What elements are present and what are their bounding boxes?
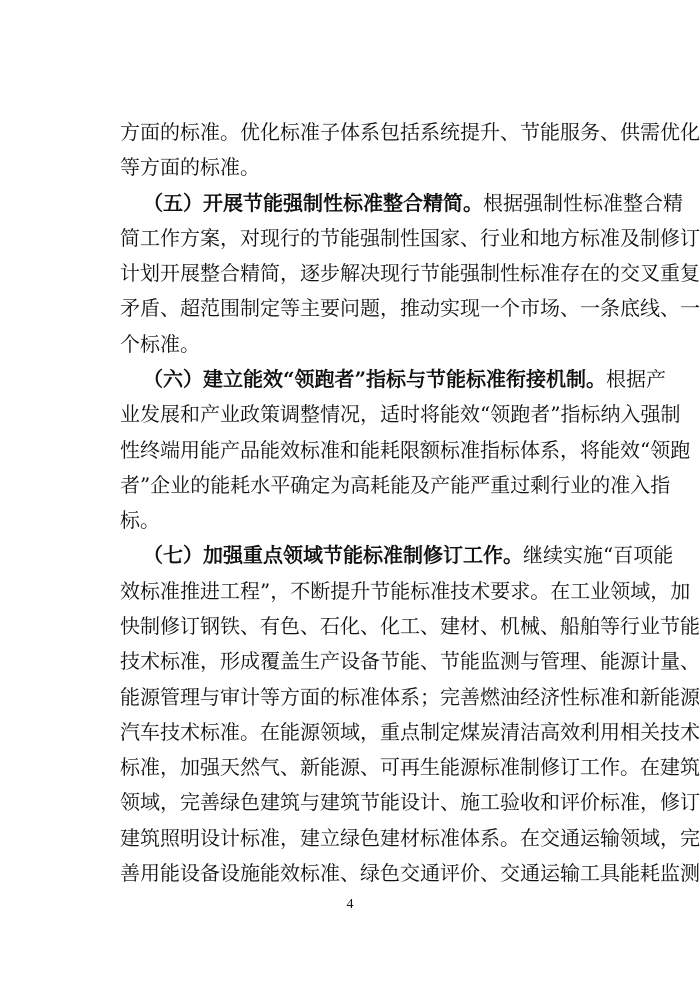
body-text-line: 建筑照明设计标准，建立绿色建材标准体系。在交通运输领域，完 [120,826,700,850]
body-text-line: 快制修订钢铁、有色、石化、化工、建材、机械、船舶等行业节能 [120,614,700,638]
body-text-line: 性终端用能产品能效标准和能耗限额标准指标体系，将能效“领跑 [120,438,691,462]
body-text-line: 标准，加强天然气、新能源、可再生能源标准制修订工作。在建筑 [120,755,700,779]
body-text-line: 简工作方案，对现行的节能强制性国家、行业和地方标准及制修订 [120,226,700,250]
section-heading-7: （七）加强重点领域节能标准制修订工作。 [143,543,523,567]
body-text-line: 方面的标准。优化标准子体系包括系统提升、节能服务、供需优化 [120,120,700,144]
body-text-line: 领域，完善绿色建筑与建筑节能设计、施工验收和评价标准，修订 [120,790,700,814]
body-text-line: 矛盾、超范围制定等主要问题，推动实现一个市场、一条底线、一 [120,296,700,320]
body-text: 继续实施“百项能 [523,543,674,567]
body-text-line: 等方面的标准。 [120,155,260,179]
body-text-line: 业发展和产业政策调整情况，适时将能效“领跑者”指标纳入强制 [120,402,681,426]
body-text-line: 效标准推进工程”，不断提升节能标准技术要求。在工业领域，加 [120,579,691,603]
body-text-line: 善用能设备设施能效标准、绿色交通评价、交通运输工具能耗监测 [120,861,700,885]
section-heading-5: （五）开展节能强制性标准整合精简。 [143,191,483,215]
body-text-line: 汽车技术标准。在能源领域，重点制定煤炭清洁高效利用相关技术 [120,720,700,744]
page-number: 4 [346,897,354,912]
paragraph-first-line [143,188,683,218]
section-heading-6: （六）建立能效“领跑者”指标与节能标准衔接机制。 [143,367,607,391]
paragraph-first-line [143,540,674,570]
body-text-line: 者”企业的能耗水平确定为高耗能及产能严重过剩行业的准入指 [120,473,671,497]
body-text-line: 个标准。 [120,332,200,356]
body-text-line: 计划开展整合精简，逐步解决现行节能强制性标准存在的交叉重复 [120,261,700,285]
body-text-line: 标。 [120,508,160,532]
body-text: 根据产 [606,367,667,391]
paragraph-first-line [143,364,667,394]
body-text: 根据强制性标准整合精 [483,191,683,215]
body-text-line: 能源管理与审计等方面的标准体系；完善燃油经济性标准和新能源 [120,685,700,709]
body-text-line: 技术标准，形成覆盖生产设备节能、节能监测与管理、能源计量、 [120,649,700,673]
